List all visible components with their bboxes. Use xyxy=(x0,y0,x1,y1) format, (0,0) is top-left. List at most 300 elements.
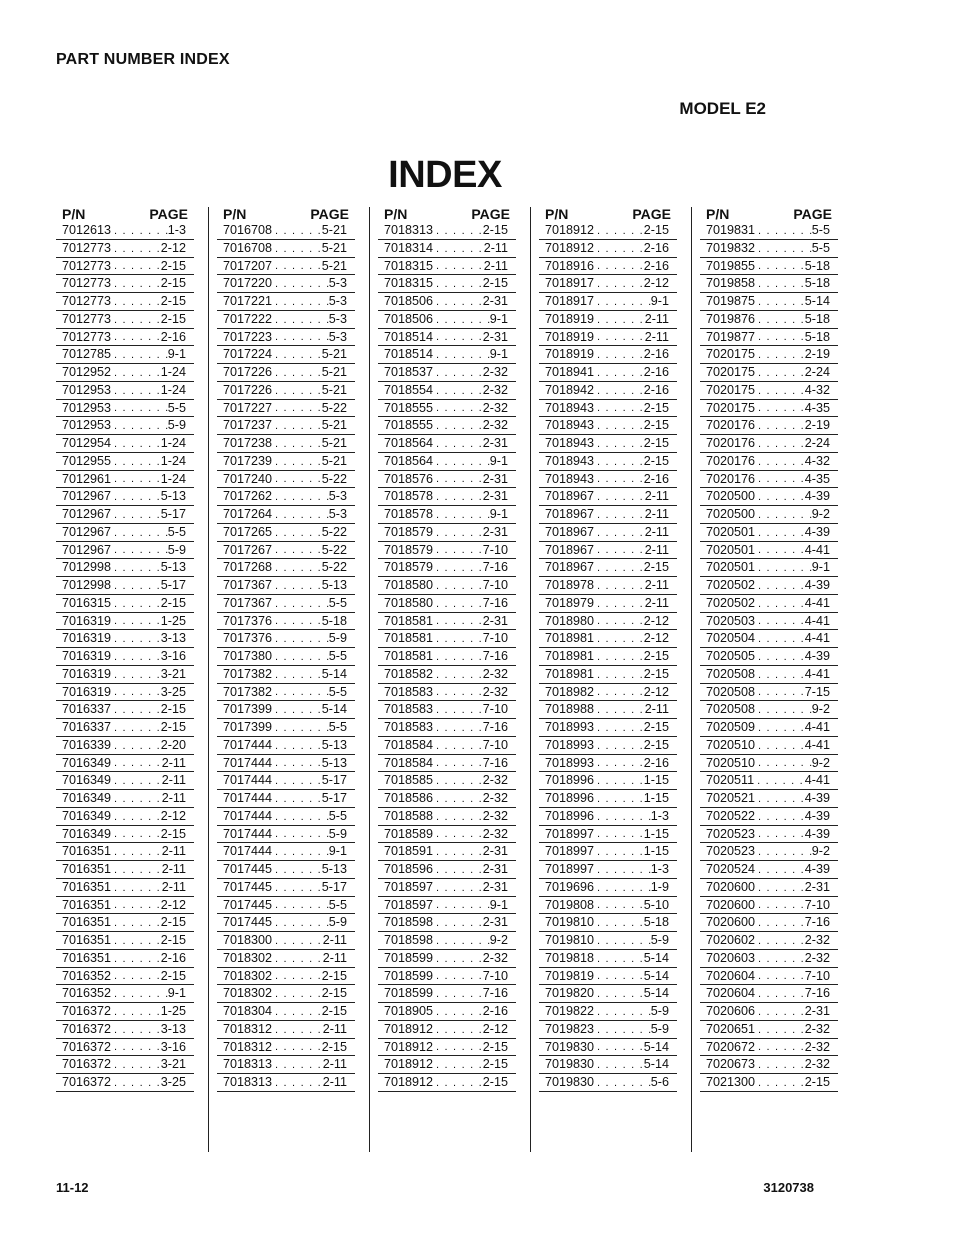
part-number: 7012998 xyxy=(62,560,112,575)
dot-leader xyxy=(594,758,644,769)
part-number: 7016351 xyxy=(62,897,112,912)
part-number: 7020523 xyxy=(706,826,756,841)
index-row xyxy=(378,1056,516,1074)
part-number: 7018598 xyxy=(384,915,434,930)
index-row xyxy=(217,985,355,1003)
dot-leader xyxy=(755,847,812,858)
index-row xyxy=(539,542,677,560)
part-number: 7020176 xyxy=(706,418,756,433)
part-number: 7018997 xyxy=(545,862,595,877)
part-number: 7018584 xyxy=(384,737,434,752)
index-row xyxy=(539,595,677,613)
page-reference: 7-16 xyxy=(482,560,508,575)
dot-leader xyxy=(594,954,644,965)
dot-leader xyxy=(111,492,161,503)
part-number: 7016372 xyxy=(62,1004,112,1019)
dot-leader xyxy=(433,492,483,503)
dot-leader xyxy=(594,705,645,716)
dot-leader xyxy=(111,457,161,468)
dot-leader xyxy=(272,634,329,645)
part-number: 7012953 xyxy=(62,382,112,397)
index-row xyxy=(700,453,838,471)
page-reference: 5-5 xyxy=(167,524,186,539)
part-number: 7017262 xyxy=(223,489,273,504)
dot-leader xyxy=(272,492,329,503)
index-row xyxy=(700,471,838,489)
page-reference: 5-5 xyxy=(328,684,347,699)
dot-leader xyxy=(111,368,161,379)
part-number: 7018313 xyxy=(223,1057,273,1072)
index-column-5 xyxy=(700,202,838,1152)
index-row xyxy=(700,311,838,329)
index-row xyxy=(539,968,677,986)
dot-leader xyxy=(755,741,805,752)
part-number: 7018555 xyxy=(384,418,434,433)
page-reference: 5-18 xyxy=(804,329,830,344)
index-row xyxy=(217,630,355,648)
index-row xyxy=(700,684,838,702)
page-reference: 5-9 xyxy=(650,1021,669,1036)
part-number: 7018919 xyxy=(545,347,595,362)
part-number: 7020603 xyxy=(706,950,756,965)
part-number: 7019810 xyxy=(545,933,595,948)
index-row xyxy=(378,666,516,684)
dot-leader xyxy=(111,634,161,645)
part-number: 7017444 xyxy=(223,773,273,788)
dot-leader xyxy=(755,244,812,255)
part-number: 7018579 xyxy=(384,542,434,557)
page-reference: 4-41 xyxy=(804,613,830,628)
page-reference: 2-12 xyxy=(643,684,669,699)
index-row xyxy=(378,648,516,666)
dot-leader xyxy=(111,528,168,539)
index-row xyxy=(378,364,516,382)
page-reference: 2-15 xyxy=(643,666,669,681)
page-reference: 5-3 xyxy=(328,507,347,522)
index-row xyxy=(378,968,516,986)
part-number: 7018912 xyxy=(384,1021,434,1036)
index-row xyxy=(378,932,516,950)
part-number: 7018912 xyxy=(545,240,595,255)
dot-leader xyxy=(594,261,644,272)
index-row xyxy=(217,808,355,826)
dot-leader xyxy=(755,989,805,1000)
part-number: 7018943 xyxy=(545,453,595,468)
index-title: INDEX xyxy=(388,154,502,196)
dot-leader xyxy=(272,741,322,752)
page-reference: 5-22 xyxy=(321,400,347,415)
part-number: 7016349 xyxy=(62,755,112,770)
pn-header: P/N xyxy=(62,206,86,222)
index-row xyxy=(700,382,838,400)
index-row xyxy=(378,790,516,808)
page-reference: 5-5 xyxy=(328,720,347,735)
index-row xyxy=(217,914,355,932)
part-number: 7018943 xyxy=(545,400,595,415)
part-number: 7019877 xyxy=(706,329,756,344)
part-number: 7016339 xyxy=(62,737,112,752)
page-reference: 2-12 xyxy=(160,808,186,823)
dot-leader xyxy=(594,368,644,379)
part-number: 7017399 xyxy=(223,720,273,735)
dot-leader xyxy=(272,670,322,681)
part-number: 7020510 xyxy=(706,755,756,770)
dot-leader xyxy=(433,687,483,698)
dot-leader xyxy=(272,1025,323,1036)
part-number: 7018943 xyxy=(545,471,595,486)
dot-leader xyxy=(433,528,483,539)
part-number: 7018578 xyxy=(384,507,434,522)
index-row xyxy=(217,524,355,542)
index-row xyxy=(217,701,355,719)
dot-leader xyxy=(755,297,805,308)
dot-leader xyxy=(433,634,483,645)
page-reference: 2-15 xyxy=(643,720,669,735)
page-reference: 9-2 xyxy=(489,933,508,948)
page-reference: 2-31 xyxy=(482,862,508,877)
index-row xyxy=(539,222,677,240)
part-number: 7018978 xyxy=(545,578,595,593)
page-reference: 2-12 xyxy=(643,631,669,646)
page-reference: 2-11 xyxy=(644,507,669,522)
dot-leader xyxy=(111,386,161,397)
index-row xyxy=(217,1074,355,1092)
page-reference: 2-16 xyxy=(482,1004,508,1019)
part-number: 7019696 xyxy=(545,879,595,894)
part-number: 7018597 xyxy=(384,879,434,894)
index-row xyxy=(539,861,677,879)
part-number: 7018588 xyxy=(384,808,434,823)
index-row xyxy=(700,222,838,240)
index-row xyxy=(56,914,194,932)
part-number: 7018580 xyxy=(384,578,434,593)
dot-leader xyxy=(594,883,651,894)
part-number: 7012954 xyxy=(62,436,112,451)
index-row xyxy=(217,222,355,240)
page-reference: 5-18 xyxy=(804,276,830,291)
dot-leader xyxy=(111,758,162,769)
column-divider xyxy=(530,207,531,1152)
dot-leader xyxy=(594,1007,651,1018)
dot-leader xyxy=(111,723,161,734)
dot-leader xyxy=(755,474,805,485)
page-reference: 5-13 xyxy=(321,755,347,770)
part-number: 7016337 xyxy=(62,720,112,735)
page-reference: 7-16 xyxy=(482,720,508,735)
part-number: 7018314 xyxy=(384,240,434,255)
part-number: 7018942 xyxy=(545,382,595,397)
dot-leader xyxy=(594,865,651,876)
index-row xyxy=(539,1039,677,1057)
dot-leader xyxy=(433,1060,483,1071)
dot-leader xyxy=(594,403,644,414)
page-reference: 2-31 xyxy=(482,613,508,628)
index-row xyxy=(539,701,677,719)
part-number: 7017380 xyxy=(223,649,273,664)
page-reference: 2-32 xyxy=(482,418,508,433)
dot-leader xyxy=(272,563,322,574)
column-header xyxy=(539,202,677,222)
index-row xyxy=(56,417,194,435)
index-row xyxy=(217,1021,355,1039)
index-row xyxy=(700,755,838,773)
part-number: 7017207 xyxy=(223,258,273,273)
index-row xyxy=(217,595,355,613)
part-number: 7016349 xyxy=(62,773,112,788)
part-number: 7018583 xyxy=(384,702,434,717)
part-number: 7018596 xyxy=(384,862,434,877)
part-number: 7018912 xyxy=(384,1039,434,1054)
page-reference: 5-18 xyxy=(643,915,669,930)
dot-leader xyxy=(111,545,168,556)
part-number: 7020508 xyxy=(706,702,756,717)
part-number: 7020509 xyxy=(706,720,756,735)
dot-leader xyxy=(594,794,644,805)
dot-leader xyxy=(755,936,805,947)
part-number: 7018313 xyxy=(223,1075,273,1090)
dot-leader xyxy=(433,705,483,716)
index-row xyxy=(56,542,194,560)
page-reference: 1-24 xyxy=(160,365,186,380)
page-reference: 9-1 xyxy=(489,311,508,326)
page-reference: 5-21 xyxy=(321,418,347,433)
dot-leader xyxy=(755,563,812,574)
index-row xyxy=(378,275,516,293)
index-row xyxy=(539,932,677,950)
dot-leader xyxy=(594,687,644,698)
part-number: 7016372 xyxy=(62,1021,112,1036)
page-reference: 5-5 xyxy=(328,649,347,664)
index-row xyxy=(700,346,838,364)
dot-leader xyxy=(755,954,805,965)
part-number: 7018302 xyxy=(223,986,273,1001)
index-row xyxy=(378,826,516,844)
page-reference: 2-16 xyxy=(643,347,669,362)
dot-leader xyxy=(755,1060,805,1071)
dot-leader xyxy=(272,936,323,947)
page-reference: 4-39 xyxy=(804,578,830,593)
page-reference: 2-15 xyxy=(321,986,347,1001)
index-row xyxy=(378,293,516,311)
page-reference: 5-5 xyxy=(167,400,186,415)
dot-leader xyxy=(111,1025,161,1036)
part-number: 7017223 xyxy=(223,329,273,344)
index-row xyxy=(539,826,677,844)
page-reference: 7-16 xyxy=(804,915,830,930)
dot-leader xyxy=(755,1025,805,1036)
part-number: 7017376 xyxy=(223,631,273,646)
index-row xyxy=(378,772,516,790)
index-row xyxy=(56,559,194,577)
dot-leader xyxy=(272,847,329,858)
index-row xyxy=(56,1021,194,1039)
dot-leader xyxy=(755,332,805,343)
part-number: 7018997 xyxy=(545,844,595,859)
index-row xyxy=(539,506,677,524)
index-row xyxy=(539,755,677,773)
dot-leader xyxy=(594,776,644,787)
dot-leader xyxy=(594,279,644,290)
dot-leader xyxy=(111,563,161,574)
dot-leader xyxy=(755,705,812,716)
page-reference: 7-10 xyxy=(482,702,508,717)
dot-leader xyxy=(272,510,329,521)
dot-leader xyxy=(755,758,812,769)
index-row xyxy=(700,275,838,293)
dot-leader xyxy=(272,918,329,929)
dot-leader xyxy=(272,421,322,432)
part-number: 7018917 xyxy=(545,294,595,309)
part-number: 7018537 xyxy=(384,365,434,380)
dot-leader xyxy=(272,705,322,716)
page-reference: 2-11 xyxy=(161,844,186,859)
dot-leader xyxy=(272,687,329,698)
part-number: 7017264 xyxy=(223,507,273,522)
dot-leader xyxy=(111,439,161,450)
index-row xyxy=(700,258,838,276)
part-number: 7017220 xyxy=(223,276,273,291)
part-number: 7017367 xyxy=(223,595,273,610)
page-reference: 9-1 xyxy=(489,507,508,522)
part-number: 7019855 xyxy=(706,258,756,273)
dot-leader xyxy=(594,847,644,858)
part-number: 7017382 xyxy=(223,684,273,699)
page-reference: 5-5 xyxy=(811,240,830,255)
index-row xyxy=(217,772,355,790)
index-row xyxy=(217,417,355,435)
index-row xyxy=(56,329,194,347)
index-row xyxy=(56,879,194,897)
part-number: 7016319 xyxy=(62,684,112,699)
dot-leader xyxy=(111,261,161,272)
dot-leader xyxy=(594,670,644,681)
part-number: 7017268 xyxy=(223,560,273,575)
dot-leader xyxy=(111,776,162,787)
part-number: 7018981 xyxy=(545,631,595,646)
dot-leader xyxy=(594,350,644,361)
part-number: 7012967 xyxy=(62,542,112,557)
part-number: 7017240 xyxy=(223,471,273,486)
dot-leader xyxy=(272,776,322,787)
index-row xyxy=(700,737,838,755)
page-reference: 5-13 xyxy=(321,578,347,593)
index-row xyxy=(56,737,194,755)
index-row xyxy=(378,1039,516,1057)
part-number: 7018943 xyxy=(545,436,595,451)
index-row xyxy=(539,382,677,400)
page-reference: 5-22 xyxy=(321,471,347,486)
index-row xyxy=(217,275,355,293)
dot-leader xyxy=(594,581,645,592)
index-row xyxy=(56,613,194,631)
dot-leader xyxy=(433,279,483,290)
part-number: 7017221 xyxy=(223,294,273,309)
index-row xyxy=(56,364,194,382)
part-number: 7017445 xyxy=(223,897,273,912)
part-number: 7016351 xyxy=(62,844,112,859)
dot-leader xyxy=(111,687,161,698)
page-reference: 2-31 xyxy=(482,844,508,859)
index-row xyxy=(539,346,677,364)
page-reference: 3-25 xyxy=(160,684,186,699)
part-number: 7012613 xyxy=(62,223,112,238)
index-row xyxy=(217,293,355,311)
page-reference: 5-14 xyxy=(321,666,347,681)
dot-leader xyxy=(433,865,483,876)
index-row xyxy=(700,417,838,435)
dot-leader xyxy=(755,616,805,627)
index-row xyxy=(56,400,194,418)
page-reference: 5-14 xyxy=(643,1039,669,1054)
index-row xyxy=(539,471,677,489)
page-reference: 1-3 xyxy=(167,223,186,238)
part-number: 7020502 xyxy=(706,578,756,593)
part-number: 7020176 xyxy=(706,453,756,468)
page-reference: 5-3 xyxy=(328,329,347,344)
index-row xyxy=(378,346,516,364)
part-number: 7018912 xyxy=(384,1075,434,1090)
dot-leader xyxy=(755,386,805,397)
index-row xyxy=(700,1039,838,1057)
index-row xyxy=(56,488,194,506)
part-number: 7018564 xyxy=(384,453,434,468)
part-number: 7016372 xyxy=(62,1057,112,1072)
pn-header: P/N xyxy=(706,206,730,222)
part-number: 7020510 xyxy=(706,737,756,752)
page-reference: 2-11 xyxy=(322,933,347,948)
part-number: 7020600 xyxy=(706,897,756,912)
index-row xyxy=(378,684,516,702)
part-number: 7019876 xyxy=(706,311,756,326)
index-row xyxy=(56,435,194,453)
index-row xyxy=(56,1074,194,1092)
part-number: 7017367 xyxy=(223,578,273,593)
index-row xyxy=(56,772,194,790)
dot-leader xyxy=(433,386,483,397)
page-reference: 9-1 xyxy=(811,560,830,575)
part-number: 7016351 xyxy=(62,879,112,894)
index-row xyxy=(539,1021,677,1039)
dot-leader xyxy=(594,244,644,255)
page-reference: 1-25 xyxy=(160,613,186,628)
index-row xyxy=(56,666,194,684)
page-reference: 2-32 xyxy=(804,1021,830,1036)
page-reference: 2-11 xyxy=(644,542,669,557)
dot-leader xyxy=(111,1078,161,1089)
page-reference: 2-15 xyxy=(160,915,186,930)
dot-leader xyxy=(755,687,805,698)
part-number: 7016708 xyxy=(223,223,273,238)
dot-leader xyxy=(755,918,805,929)
index-row xyxy=(378,577,516,595)
page-reference: 4-41 xyxy=(804,720,830,735)
page-reference: 5-3 xyxy=(328,489,347,504)
dot-leader xyxy=(272,652,329,663)
part-number: 7018979 xyxy=(545,595,595,610)
dot-leader xyxy=(433,297,483,308)
dot-leader xyxy=(755,812,805,823)
index-row xyxy=(700,879,838,897)
index-row xyxy=(56,1003,194,1021)
page-reference: 2-11 xyxy=(644,489,669,504)
index-row xyxy=(539,1056,677,1074)
dot-leader xyxy=(111,581,161,592)
page-reference: 2-31 xyxy=(482,329,508,344)
index-row xyxy=(217,932,355,950)
page-reference: 5-22 xyxy=(321,542,347,557)
dot-leader xyxy=(755,368,805,379)
part-number: 7016337 xyxy=(62,702,112,717)
